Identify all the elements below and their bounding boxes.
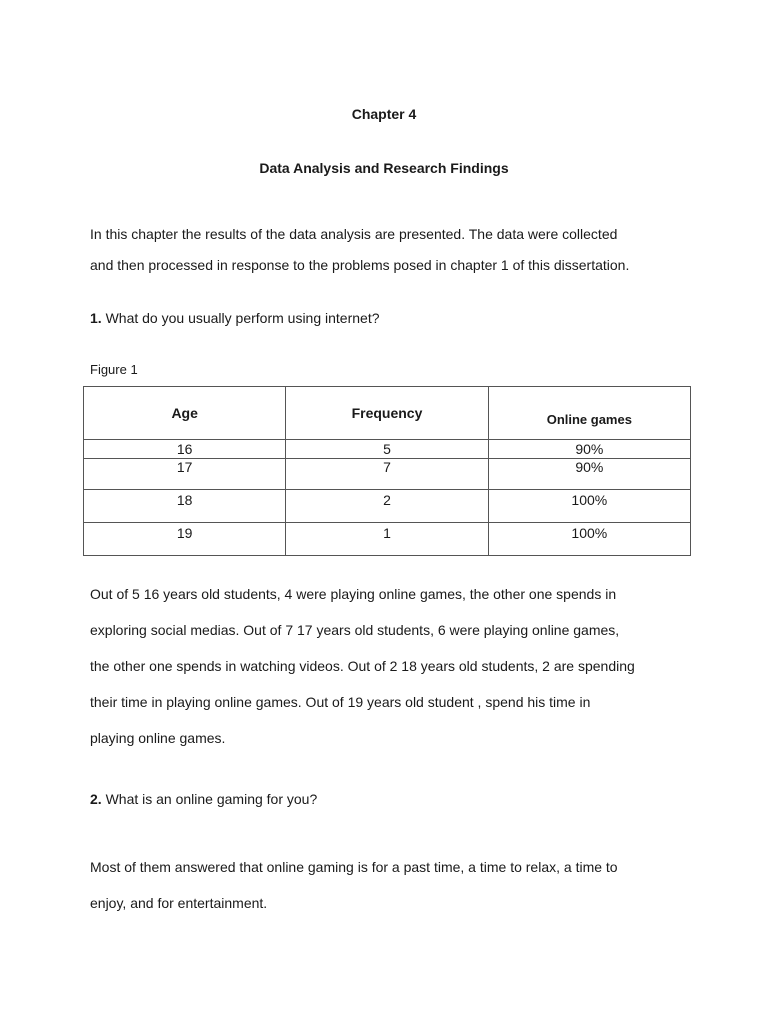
question-1-number: 1. <box>90 310 102 326</box>
intro-line: In this chapter the results of the data analysis are presented. The data were collected <box>90 226 618 242</box>
findings-line: Most of them answered that online gaming is for a past time, a time to relax, a time to <box>90 859 618 875</box>
figure-label: Figure 1 <box>90 362 138 377</box>
findings-paragraph-2 <box>90 849 690 921</box>
table-header-age: Age <box>84 387 286 440</box>
findings-line: enjoy, and for entertainment. <box>90 895 268 911</box>
table-cell: 90% <box>488 440 690 459</box>
findings-line: exploring social medias. Out of 7 17 years old students, 6 were playing online games, <box>90 622 620 638</box>
table-cell: 100% <box>488 490 690 523</box>
intro-line: and then processed in response to the problems posed in chapter 1 of this dissertation. <box>90 257 630 273</box>
table-cell: 18 <box>84 490 286 523</box>
question-1-text: What do you usually perform using internet? <box>101 310 380 326</box>
table-row <box>84 490 691 523</box>
table-cell: 1 <box>286 523 488 556</box>
table-cell: 19 <box>84 523 286 556</box>
table-cell: 90% <box>488 459 690 490</box>
section-title: Data Analysis and Research Findings <box>259 160 509 176</box>
question-2 <box>90 791 317 807</box>
table-row <box>84 440 691 459</box>
intro-paragraph <box>90 219 690 281</box>
table-header-online-games: Online games <box>488 387 690 440</box>
table-header-frequency: Frequency <box>286 387 488 440</box>
chapter-title: Chapter 4 <box>351 106 417 122</box>
findings-paragraph-1 <box>90 576 690 756</box>
table-cell: 100% <box>488 523 690 556</box>
findings-line: their time in playing online games. Out of 19 years old student , spend his time in <box>90 694 591 710</box>
table-cell: 5 <box>286 440 488 459</box>
findings-line: playing online games. <box>90 730 226 746</box>
findings-line: Out of 5 16 years old students, 4 were playing online games, the other one spends in <box>90 586 617 602</box>
question-1 <box>90 310 380 326</box>
table-row <box>84 459 691 490</box>
question-2-text: What is an online gaming for you? <box>101 791 318 807</box>
age-frequency-table <box>83 386 691 556</box>
table-row <box>84 523 691 556</box>
findings-line: the other one spends in watching videos. Out of 2 18 years old students, 2 are spending <box>90 658 635 674</box>
table-header-row <box>84 387 691 440</box>
table-cell: 7 <box>286 459 488 490</box>
table-cell: 2 <box>286 490 488 523</box>
table-cell: 17 <box>84 459 286 490</box>
question-2-number: 2. <box>90 791 102 807</box>
table-cell: 16 <box>84 440 286 459</box>
